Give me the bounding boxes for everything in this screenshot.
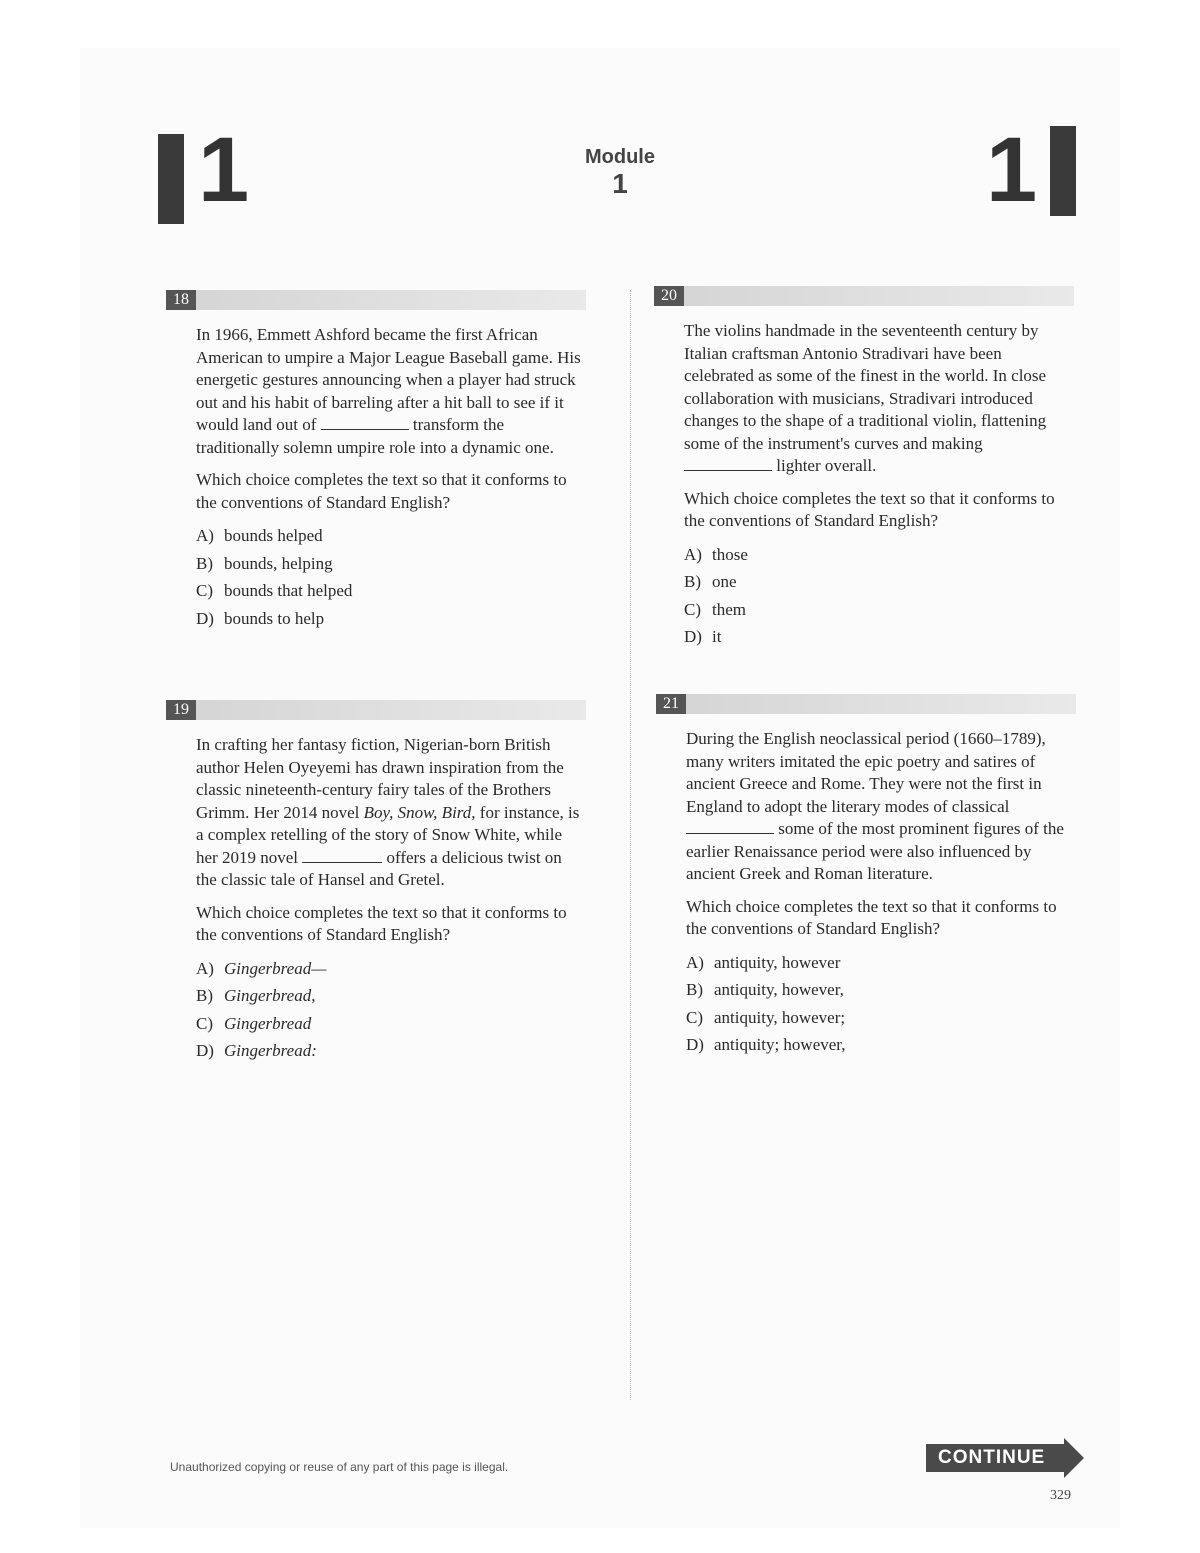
question-header (654, 286, 1074, 306)
module-bar-left (158, 134, 184, 224)
choice-b[interactable]: B) one (684, 572, 737, 591)
answer-blank (684, 456, 772, 471)
question-number: 21 (656, 694, 686, 714)
question-prompt: Which choice completes the text so that it conforms to the conventions of Standard English? (686, 896, 1057, 938)
choice-a[interactable]: A) bounds helped (196, 526, 323, 545)
module-number: 1 (612, 168, 628, 199)
question-20 (654, 286, 1074, 651)
choice-c[interactable]: C) bounds that helped (196, 581, 353, 600)
choice-d[interactable]: D) Gingerbread: (196, 1041, 317, 1060)
question-19 (166, 700, 586, 1065)
copyright-notice: Unauthorized copying or reuse of any part of this page is illegal. (170, 1460, 509, 1474)
choice-d[interactable]: D) bounds to help (196, 608, 325, 628)
question-header (166, 700, 586, 720)
answer-blank (321, 415, 409, 430)
choice-b[interactable]: B) antiquity, however, (686, 980, 844, 999)
question-prompt: Which choice completes the text so that it conforms to the conventions of Standard English? (196, 902, 567, 944)
question-number: 19 (166, 700, 196, 720)
question-number: 20 (654, 286, 684, 306)
question-passage: The violins handmade in the seventeenth century by Italian craftsman Antonio Stradivari have been celebrated as some of the finest in the world. In close collaboration with musicians, Stradivari introduced changes to the shape of a traditional violin, flattening some of the instrument's curves and making lighter overall. (684, 321, 1047, 475)
choice-a[interactable]: A) Gingerbread— (196, 958, 327, 978)
question-prompt: Which choice completes the text so that it conforms to the conventions of Standard English? (684, 488, 1055, 530)
choice-c[interactable]: C) Gingerbread (196, 1013, 312, 1033)
choice-b[interactable]: B) bounds, helping (196, 553, 333, 573)
question-number: 18 (166, 290, 196, 310)
question-header (166, 290, 586, 310)
question-prompt: Which choice completes the text so that it conforms to the conventions of Standard English? (196, 470, 567, 512)
page-number: 329 (1050, 1488, 1071, 1503)
choice-c[interactable]: C) antiquity, however; (686, 1007, 846, 1027)
question-passage: In 1966, Emmett Ashford became the first African American to umpire a Major League Baseball game. His energetic gestures announcing when a player had struck out and his habit of barreling after a hit ball to see if it would land out of transform the traditionally solemn umpire role into a dynamic one. (196, 325, 581, 457)
module-bar-right (1050, 126, 1076, 216)
choice-d[interactable]: D) antiquity; however, (686, 1035, 846, 1054)
module-number-left: 1 (198, 119, 250, 221)
continue-button[interactable] (926, 1438, 1084, 1478)
module-number-right: 1 (986, 119, 1038, 221)
choice-a[interactable]: A) antiquity, however (686, 952, 841, 972)
column-divider (630, 290, 631, 1400)
choice-a[interactable]: A) those (684, 544, 748, 564)
choice-d[interactable]: D) it (684, 627, 722, 646)
question-18 (166, 290, 586, 632)
question-passage: In crafting her fantasy fiction, Nigerian-born British author Helen Oyeyemi has drawn inspiration from the classic nineteenth-century fairy tales of the Brothers Grimm. Her 2014 novel Boy, Snow, Bird, for instance, is a complex retelling of the story of Snow White, while her 2019 novel offers a delicious twist on the classic tale of Hansel and Gretel. (196, 735, 580, 889)
answer-blank (686, 819, 774, 834)
continue-label: CONTINUE (938, 1447, 1046, 1468)
question-passage: During the English neoclassical period (1660–1789), many writers imitated the epic poetry and satires of ancient Greece and Rome. They were not the first in England to adopt the literary modes of classical some of the most prominent figures of the earlier Renaissance period were also influenced by ancient Greek and Roman literature. (686, 729, 1064, 883)
question-21 (656, 694, 1076, 1059)
answer-blank (302, 848, 382, 863)
choice-c[interactable]: C) them (684, 599, 746, 619)
choice-b[interactable]: B) Gingerbread, (196, 986, 316, 1005)
module-label: Module (585, 146, 655, 168)
question-header (656, 694, 1076, 714)
